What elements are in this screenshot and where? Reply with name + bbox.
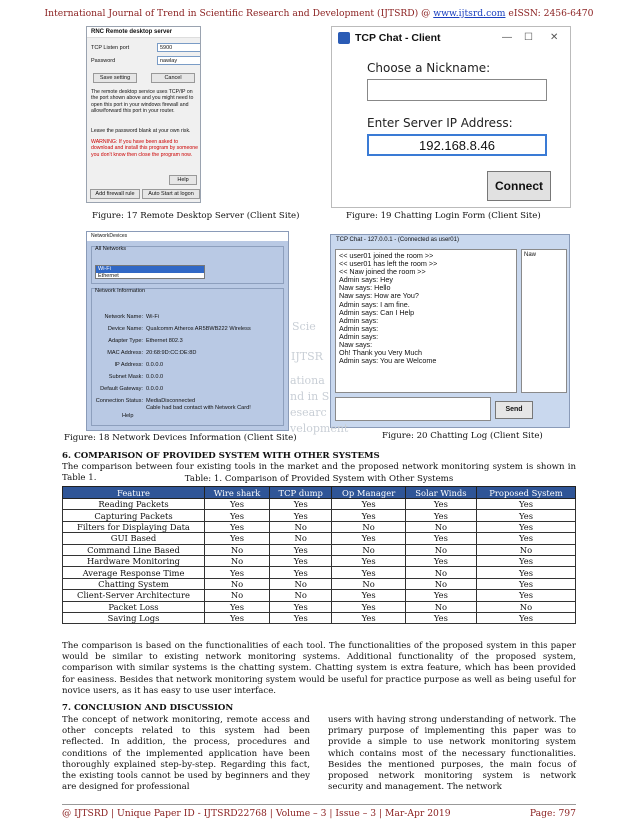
warning-text: WARNING: If you have been asked to download and install this program by someone you don't know then close the program now. (91, 139, 198, 158)
value-cell: Yes (476, 555, 575, 566)
nickname-input[interactable] (367, 79, 547, 101)
value-cell: No (205, 590, 270, 601)
user-name[interactable]: Naw (524, 252, 537, 258)
save-setting-button[interactable]: Save setting (93, 73, 137, 83)
field-row: MAC Address: 20:68:9D:CC:DE:8D (107, 350, 197, 356)
value-cell: No (405, 521, 476, 532)
ip-input[interactable]: 192.168.8.46 (367, 134, 547, 156)
window-title-bar (332, 27, 570, 49)
log-line: Naw says: (339, 340, 373, 350)
value-cell: Yes (476, 567, 575, 578)
status-extra: Cable had bad contact with Network Card! (146, 405, 251, 411)
field-row: IP Address: 0.0.0.0 (114, 362, 164, 368)
log-line: << user01 has left the room >> (339, 259, 438, 269)
watermark-text: velopment (290, 422, 349, 435)
list-item[interactable]: Wi-Fi (96, 266, 204, 273)
log-line: Naw says: Hello (339, 283, 391, 293)
log-line: Admin says: (339, 315, 379, 325)
figure-20-caption: Figure: 20 Chatting Log (Client Site) (382, 431, 543, 441)
password-input[interactable]: nawlay (157, 56, 201, 65)
value-cell: No (270, 590, 332, 601)
table-header-row (63, 487, 576, 499)
value-cell: No (205, 555, 270, 566)
watermark-text: esearc (290, 406, 327, 419)
leave-text: Leave the password blank at your own risk. (91, 128, 191, 134)
value-cell: Yes (332, 612, 405, 623)
value-cell: Yes (476, 499, 575, 510)
running-header (0, 8, 638, 19)
ip-label: Enter Server IP Address: (367, 116, 513, 130)
log-line: Admin says: (339, 331, 379, 341)
value-cell: Yes (476, 612, 575, 623)
log-line: Admin says: (339, 323, 379, 333)
value-cell: Yes (476, 590, 575, 601)
info-text: The remote desktop service uses TCP/IP on the port shown above and you might need to open this port in your windows firewall and allow/forward this port in your router. (91, 89, 194, 115)
field-row: Subnet Mask: 0.0.0.0 (108, 374, 164, 380)
value-cell: No (270, 533, 332, 544)
column-header: Op Manager (332, 487, 405, 499)
value-cell: No (405, 544, 476, 555)
column-header: Solar Winds (405, 487, 476, 499)
log-line: << Naw joined the room >> (339, 267, 426, 277)
value-cell: Yes (270, 612, 332, 623)
feature-cell: Filters for Displaying Data (63, 521, 205, 532)
field-row: Connection Status: MediaDisconnected (95, 398, 196, 404)
field-row: Network Name: Wi-Fi (104, 314, 160, 320)
figure-17-remote-desktop-server (86, 26, 201, 203)
conclusion-right-column: users with having strong understanding of network. The primary purpose of implementing this paper was to provide a simple to use network monitoring system which contains most of the necessary functionalities. Besides the mentioned purposes, the main focus of proposed network monitoring system is network security and management. The network (328, 715, 576, 793)
value-cell: Yes (205, 612, 270, 623)
value-cell: Yes (476, 510, 575, 521)
window-title: RNC Remote desktop server (87, 27, 200, 38)
footer-info: @ IJTSRD | Unique Paper ID - IJTSRD22768 | Volume – 3 | Issue – 3 | Mar-Apr 2019 (62, 808, 451, 819)
journal-link[interactable]: www.ijtsrd.com (433, 8, 506, 19)
table-caption: Table: 1. Comparison of Provided System with Other Systems (184, 474, 454, 484)
value-cell: No (332, 544, 405, 555)
conclusion-left-column: The concept of network monitoring, remote access and other concepts related to this system had been reflected. In addition, the process, procedures and conditions of the implemented application have been thoroughly explained step-by-step. Regarding this fact, the existing tools cannot be used by beginners and they are designed for professional (62, 715, 310, 793)
send-button[interactable]: Send (495, 401, 533, 419)
column-header: Proposed System (476, 487, 575, 499)
table-row (63, 521, 576, 532)
value-cell: No (405, 601, 476, 612)
value-cell: Yes (332, 533, 405, 544)
user-list[interactable] (521, 249, 567, 393)
feature-cell: Average Response Time (63, 567, 205, 578)
field-row: Adapter Type: Ethernet 802.3 (108, 338, 183, 344)
value-cell: No (332, 578, 405, 589)
value-cell: Yes (332, 510, 405, 521)
add-firewall-button[interactable]: Add firewall rule (90, 189, 140, 199)
figure-19-chat-login (331, 26, 571, 208)
window-title: NetworkDevices (87, 232, 288, 241)
figure-18-network-devices (86, 231, 289, 431)
log-line: Oh! Thank you Very Much (339, 348, 422, 358)
log-line: Naw says: How are You? (339, 291, 419, 301)
value-cell: Yes (205, 601, 270, 612)
column-header: TCP dump (270, 487, 332, 499)
list-item[interactable]: Ethernet (98, 273, 119, 279)
column-header: Wire shark (205, 487, 270, 499)
table-row (63, 612, 576, 623)
value-cell: Yes (270, 601, 332, 612)
issn: eISSN: 2456-6470 (505, 8, 594, 19)
value-cell: Yes (205, 533, 270, 544)
cancel-button[interactable]: Cancel (151, 73, 195, 83)
minimize-icon[interactable]: — (502, 32, 512, 43)
table-row (63, 601, 576, 612)
app-icon (338, 32, 350, 44)
port-label: TCP Listen port (91, 45, 130, 51)
running-footer (62, 804, 576, 819)
watermark-text: Scie (292, 320, 316, 333)
table-row (63, 590, 576, 601)
value-cell: Yes (205, 521, 270, 532)
value-cell: Yes (405, 499, 476, 510)
value-cell: Yes (205, 567, 270, 578)
watermark-text: ationa (290, 374, 325, 387)
value-cell: Yes (332, 590, 405, 601)
figure-18-caption: Figure: 18 Network Devices Information (Client Site) (64, 433, 297, 443)
value-cell: Yes (476, 533, 575, 544)
table-row (63, 578, 576, 589)
password-label: Password (91, 58, 116, 64)
log-line: Admin says: Can I Help (339, 307, 415, 317)
value-cell: No (270, 578, 332, 589)
networks-list[interactable] (95, 265, 205, 279)
field-row: Device Name: Qualcomm Atheros AR5BWB222 Wireless (107, 326, 251, 332)
table-row (63, 555, 576, 566)
feature-cell: Saving Logs (63, 612, 205, 623)
value-cell: Yes (405, 510, 476, 521)
message-input[interactable] (335, 397, 491, 421)
window-title: TCP Chat - Client (355, 32, 441, 44)
table-row (63, 499, 576, 510)
section-6-intro: The comparison between four existing tools in the market and the proposed network monitoring system is shown in Table 1. (62, 462, 576, 484)
table-row (63, 510, 576, 521)
group-title: All Networks (95, 246, 127, 252)
figure-17-caption: Figure: 17 Remote Desktop Server (Client Site) (92, 211, 300, 221)
value-cell: Yes (476, 578, 575, 589)
table-row (63, 567, 576, 578)
value-cell: Yes (332, 567, 405, 578)
value-cell: Yes (332, 499, 405, 510)
column-header: Feature (63, 487, 205, 499)
feature-cell: Reading Packets (63, 499, 205, 510)
help-label[interactable]: Help (122, 413, 134, 419)
value-cell: Yes (332, 601, 405, 612)
value-cell: Yes (332, 555, 405, 566)
value-cell: No (332, 521, 405, 532)
value-cell: No (405, 567, 476, 578)
value-cell: Yes (205, 510, 270, 521)
figure-19-caption: Figure: 19 Chatting Login Form (Client Site) (346, 211, 541, 221)
value-cell: No (205, 544, 270, 555)
log-line: << user01 joined the room >> (339, 251, 434, 260)
value-cell: Yes (405, 590, 476, 601)
comparison-table (62, 486, 576, 624)
table-row (63, 544, 576, 555)
value-cell: Yes (270, 499, 332, 510)
feature-cell: Hardware Monitoring (63, 555, 205, 566)
value-cell: Yes (270, 567, 332, 578)
value-cell: Yes (405, 555, 476, 566)
chat-log (335, 249, 517, 393)
section-6-heading: 6. COMPARISON OF PROVIDED SYSTEM WITH OTHER SYSTEMS (62, 451, 380, 461)
value-cell: No (205, 578, 270, 589)
value-cell: Yes (270, 544, 332, 555)
table-row (63, 533, 576, 544)
nickname-label: Choose a Nickname: (367, 61, 491, 75)
log-line: Admin says: You are Welcome (339, 356, 437, 366)
value-cell: No (405, 578, 476, 589)
group-title: Network Information (95, 288, 146, 294)
field-row: Default Gateway: 0.0.0.0 (100, 386, 164, 392)
value-cell: Yes (405, 612, 476, 623)
feature-cell: Client-Server Architecture (63, 590, 205, 601)
auto-start-button[interactable]: Auto Start at logon (142, 189, 200, 199)
log-line: Admin says: I am fine. (339, 299, 410, 309)
feature-cell: Capturing Packets (63, 510, 205, 521)
figure-20-chat-log (330, 234, 570, 428)
watermark-text: nd in S (290, 390, 330, 403)
value-cell: Yes (205, 499, 270, 510)
feature-cell: Packet Loss (63, 601, 205, 612)
help-button[interactable]: Help (169, 175, 197, 185)
section-7-heading: 7. CONCLUSION AND DISCUSSION (62, 703, 234, 713)
log-line: Admin says: Hey (339, 275, 393, 285)
feature-cell: Command Line Based (63, 544, 205, 555)
value-cell: Yes (270, 555, 332, 566)
watermark-text: IJTSR (291, 350, 323, 363)
maximize-icon[interactable]: ☐ (524, 32, 533, 43)
page-number: Page: 797 (529, 808, 576, 819)
value-cell: Yes (476, 521, 575, 532)
feature-cell: GUI Based (63, 533, 205, 544)
close-icon[interactable]: ✕ (550, 32, 559, 43)
feature-cell: Chatting System (63, 578, 205, 589)
value-cell: Yes (270, 510, 332, 521)
value-cell: No (476, 544, 575, 555)
value-cell: Yes (405, 533, 476, 544)
window-title: TCP Chat - 127.0.0.1 - (Connected as user01) (336, 237, 459, 243)
value-cell: No (270, 521, 332, 532)
comparison-paragraph: The comparison is based on the functionalities of each tool. The functionalities of the proposed system in this paper would be similar to existing network monitoring systems. Additional functionality of the proposed system, comparison with similar systems is the chatting system. Chatting system is extra feature, which has been provided for easiness. Besides that network monitoring system would be useful for practice purpose as well as being useful for novice users, as it has easy to use user interface. (62, 641, 576, 696)
port-input[interactable]: 5900 (157, 43, 201, 52)
journal-name: International Journal of Trend in Scientific Research and Development (IJTSRD) @ (44, 8, 434, 19)
value-cell: No (476, 601, 575, 612)
connect-button[interactable]: Connect (487, 171, 551, 201)
